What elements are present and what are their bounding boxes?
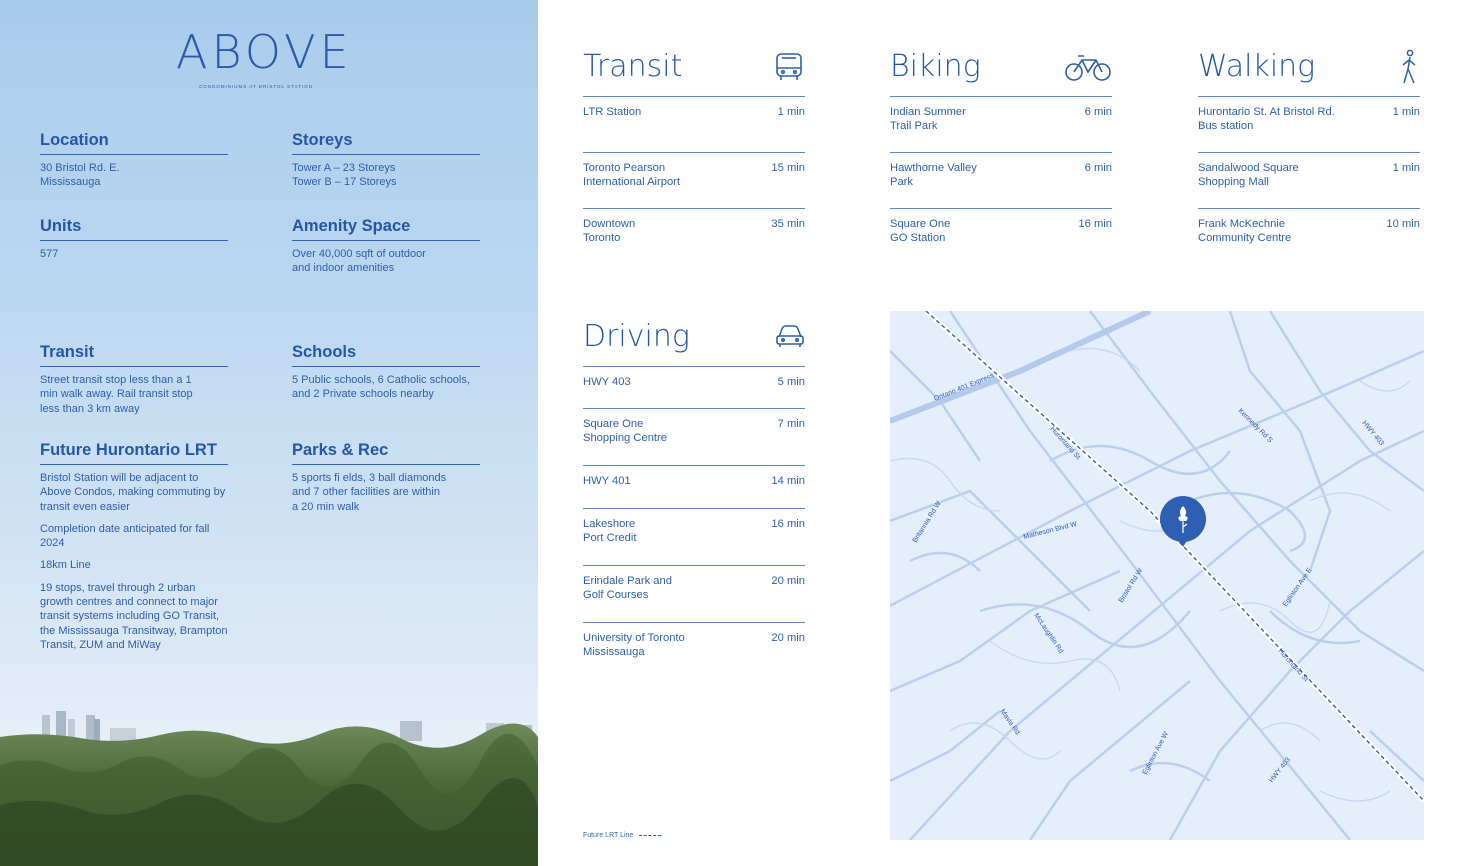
fact-lrt [40,440,228,652]
map-label: Eglinton Ave E [1281,566,1314,609]
fact-line: a 20 min walk [292,500,360,513]
fact-title: Location [40,130,228,155]
map-roads [890,311,1424,840]
fact-line: and 7 other facilities are within [292,486,440,499]
fact-units [40,216,228,261]
logo [176,25,353,89]
list-item: Indian Summer Trail Park 6 min [890,97,1112,153]
fact-line: min walk away. Rail transit stop [40,388,193,401]
fact-location [40,130,228,190]
dashed-line-icon [639,835,661,836]
fact-line: 5 sports fi elds, 3 ball diamonds [292,472,447,484]
list-item: Hurontario St. At Bristol Rd. Bus station 1 min [1198,97,1420,153]
section-title: Driving [583,318,690,354]
fact-title: Amenity Space [292,216,480,241]
location-pin-icon[interactable] [1160,496,1206,547]
fact-title: Future Hurontario LRT [40,440,228,465]
section-title: Biking [890,49,981,84]
fact-amenity [292,216,480,276]
fact-title: Storeys [292,130,480,155]
fact-line: and 2 Private schools nearby [292,388,434,401]
info-panel [0,0,538,866]
fact-title: Parks & Rec [292,440,480,465]
fact-paragraph: Bristol Station will be adjacent to Above Condos, making commuting by transit even easier [40,472,226,513]
fact-title: Schools [292,342,480,367]
list-item: Square One Shopping Centre 7 min [583,409,805,466]
transit-section [583,37,805,265]
bicycle-icon [1064,52,1112,82]
fact-line: Mississauga [40,176,101,189]
section-title: Transit [583,49,683,84]
list-item: Downtown Toronto 35 min [583,218,805,244]
fact-paragraph: 19 stops, travel through 2 urban growth centres and connect to major transit systems including GO Transit, the Mississauga Transitway, Brampton Transit, ZUM and MiWay [40,581,228,651]
map-label: Bristol Rd W [1117,567,1145,605]
legend-label: Future LRT Line [583,832,634,839]
list-item: Toronto Pearson International Airport 15 min [583,153,805,209]
map-label: Mavis Rd [998,708,1021,737]
map-legend [583,832,661,839]
map-label: McLaughlin Rd [1032,612,1065,655]
fact-line: less than 3 km away [40,402,140,415]
fact-title: Units [40,216,228,241]
pedestrian-icon [1398,49,1420,85]
section-title: Walking [1198,49,1316,84]
fact-paragraph: Completion date anticipated for fall 2024 [40,522,210,550]
fact-line: Tower B – 17 Storeys [292,176,397,189]
map-label: HWY 403 [1360,419,1386,448]
map-label: Ontario 401 Express [933,372,995,403]
fact-line: Street transit stop less than a 1 [40,374,192,386]
list-item: Square One GO Station 16 min [890,218,1112,244]
list-item: Frank McKechnie Community Centre 10 min [1198,218,1420,244]
list-item: Erindale Park and Golf Courses 20 min [583,566,805,623]
driving-section [583,306,805,663]
list-item: Sandalwood Square Shopping Mall 1 min [1198,153,1420,209]
logo-wordmark: ABOVE [176,25,353,79]
fact-parks [292,440,480,514]
fact-schools [292,342,480,402]
map-label: Britannia Rd W [911,500,943,545]
fact-transit [40,342,228,416]
bus-icon [773,51,805,83]
list-item: LTR Station 1 min [583,97,805,153]
fact-line: and indoor amenities [292,262,395,275]
list-item: Lakeshore Port Credit 16 min [583,509,805,566]
fact-line: Tower A – 23 Storeys [292,162,396,174]
list-item: HWY 403 5 min [583,367,805,409]
logo-subtitle: CONDOMINIUMS AT BRISTOL STATION [199,84,313,89]
fact-line: 30 Bristol Rd. E. [40,162,120,174]
fact-title: Transit [40,342,228,367]
map-label: Eglinton Ave W [1141,730,1170,776]
list-item: Hawthorne Valley Park 6 min [890,153,1112,209]
skyline-forest-image [0,705,538,866]
fact-line: 5 Public schools, 6 Catholic schools, [292,374,470,386]
walking-section [1198,37,1420,265]
fact-paragraph: 18km Line [40,559,91,572]
fact-line: 577 [40,248,59,260]
map-label: HWY 403 [1268,756,1292,785]
car-icon [775,323,805,349]
map-label: Hurontario St [1276,647,1310,683]
biking-section [890,37,1112,265]
map-label: Matheson Blvd W [1022,520,1078,541]
area-map[interactable] [890,311,1424,840]
fact-storeys [292,130,480,190]
fact-line: Over 40,000 sqft of outdoor [292,248,426,260]
map-label: Kennedy Rd S [1236,407,1274,445]
map-label: Hurontario St [1048,425,1082,461]
list-item: HWY 401 14 min [583,466,805,509]
list-item: University of Toronto Mississauga 20 min [583,632,805,658]
